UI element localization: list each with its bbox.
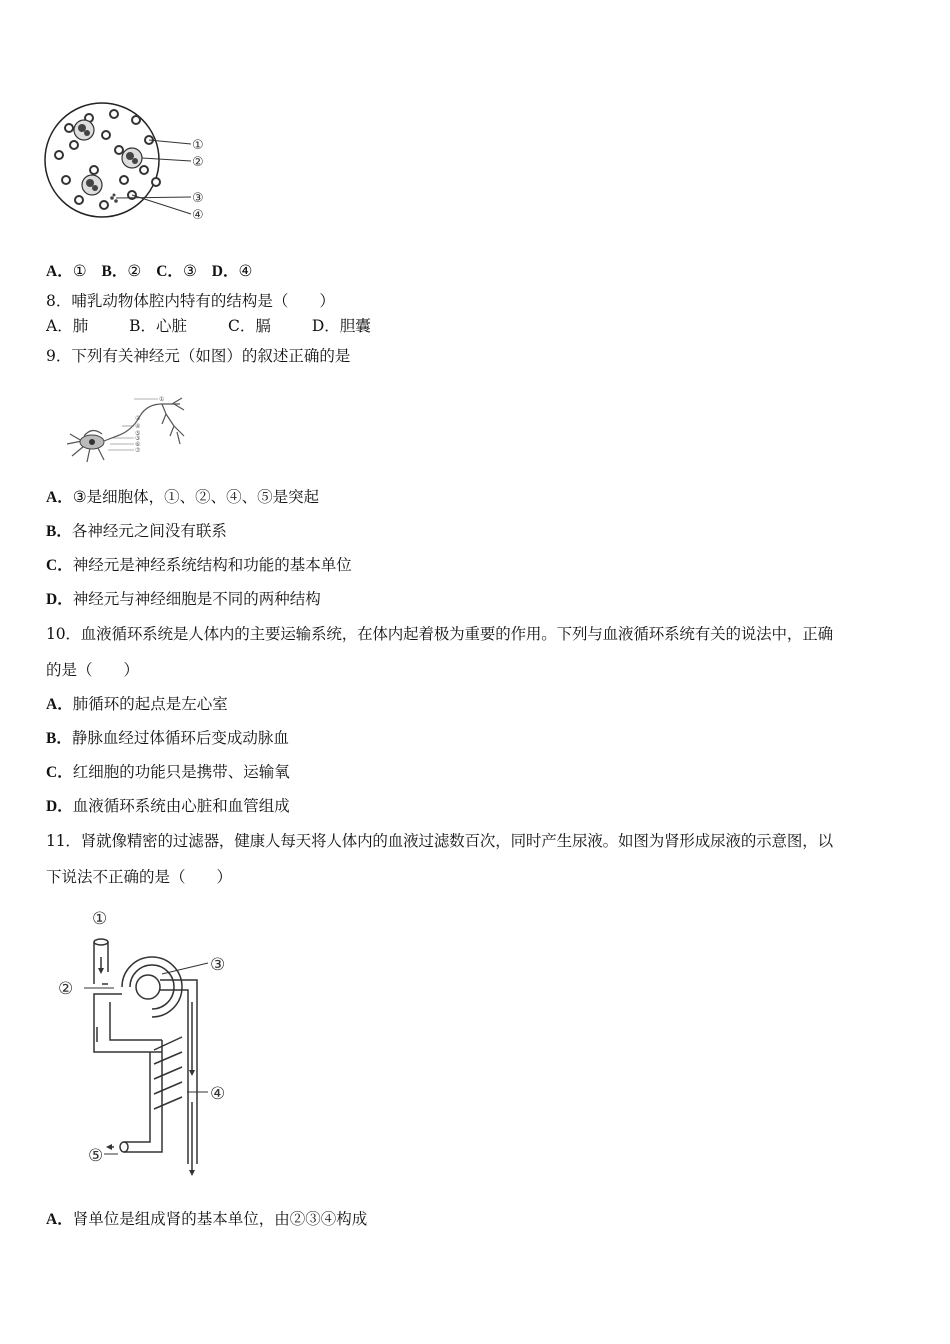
- neuron-label-3: ③: [135, 435, 141, 442]
- q9-option-b[interactable]: B．各神经元之间没有联系: [46, 522, 227, 540]
- q7-option-d[interactable]: D．④: [211, 262, 253, 280]
- q8-option-c[interactable]: C．膈: [228, 317, 271, 335]
- q9-stem: 9．下列有关神经元（如图）的叙述正确的是: [46, 347, 351, 365]
- neuron-label-7: ⑦: [135, 447, 141, 454]
- q10-option-d[interactable]: D．血液循环系统由心脏和血管组成: [46, 797, 290, 815]
- q9-option-a[interactable]: A．③是细胞体，①、②、④、⑤是突起: [46, 488, 320, 506]
- neuron-label-4: ④: [135, 423, 141, 430]
- nephron-label-4: ④: [210, 1084, 226, 1104]
- blood-smear-figure: [44, 100, 214, 230]
- q7-option-c[interactable]: C．③: [156, 262, 197, 280]
- neuron-figure: [62, 396, 192, 466]
- q7-option-b[interactable]: B．②: [101, 262, 142, 280]
- q11-option-a[interactable]: A．肾单位是组成肾的基本单位，由②③④构成: [46, 1210, 368, 1228]
- q11-stem-line2: 下说法不正确的是（ ）: [46, 868, 233, 886]
- q10-option-a[interactable]: A．肺循环的起点是左心室: [46, 695, 228, 713]
- q7-options: [46, 261, 252, 282]
- blood-label-2: ②: [192, 155, 204, 170]
- nephron-label-1: ①: [92, 909, 108, 929]
- q7-option-a[interactable]: A．①: [46, 262, 87, 280]
- q8-options: [46, 316, 371, 336]
- q8-stem: 8．哺乳动物体腔内特有的结构是（ ）: [46, 292, 335, 310]
- q9-option-c[interactable]: C．神经元是神经系统结构和功能的基本单位: [46, 556, 352, 574]
- neuron-label-1: ①: [159, 396, 165, 403]
- blood-label-3: ③: [192, 191, 204, 206]
- nephron-label-3: ③: [210, 955, 226, 975]
- nephron-label-2: ②: [58, 979, 74, 999]
- q10-stem-line2: 的是（ ）: [46, 661, 140, 679]
- q8-option-a[interactable]: A．肺: [46, 317, 89, 335]
- blood-label-1: ①: [192, 138, 204, 153]
- q11-stem-line1: 11．肾就像精密的过滤器，健康人每天将人体内的血液过滤数百次，同时产生尿液。如图为肾形成尿液的示意图，以: [46, 832, 833, 850]
- q10-stem-line1: 10．血液循环系统是人体内的主要运输系统，在体内起着极为重要的作用。下列与血液循环系统有关的说法中，正确: [46, 625, 833, 643]
- neuron-label-2: ②: [135, 415, 141, 422]
- q9-option-d[interactable]: D．神经元与神经细胞是不同的两种结构: [46, 590, 321, 608]
- q8-option-d[interactable]: D．胆囊: [311, 317, 371, 335]
- blood-label-4: ④: [192, 208, 204, 223]
- q10-option-c[interactable]: C．红细胞的功能只是携带、运输氧: [46, 763, 290, 781]
- neuron-label-6: ⑥: [135, 441, 141, 448]
- q10-option-b[interactable]: B．静脉血经过体循环后变成动脉血: [46, 729, 289, 747]
- neuron-label-5: ⑤: [135, 430, 141, 437]
- q8-option-b[interactable]: B．心脏: [129, 317, 188, 335]
- nephron-figure: [52, 902, 242, 1182]
- nephron-label-5: ⑤: [88, 1146, 104, 1166]
